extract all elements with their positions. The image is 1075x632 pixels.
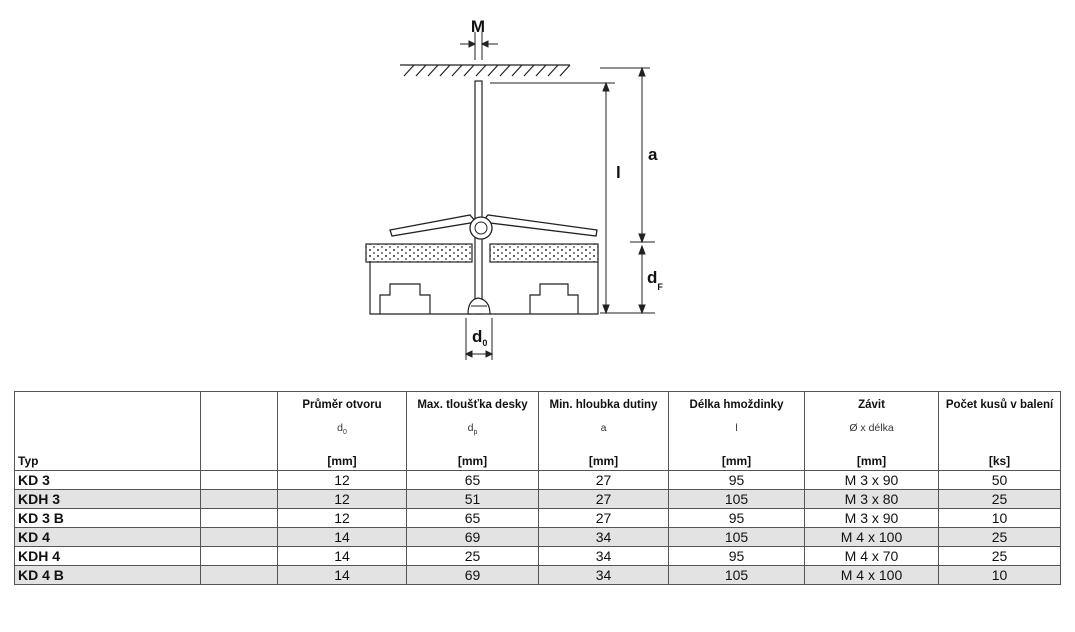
cell-extra bbox=[201, 471, 278, 490]
cell-extra bbox=[201, 528, 278, 547]
cell-qty: 10 bbox=[939, 509, 1061, 528]
header-typ: Typ bbox=[15, 392, 201, 471]
cell-l: 105 bbox=[669, 566, 805, 585]
cell-dp: 51 bbox=[407, 490, 539, 509]
cell-a: 34 bbox=[539, 566, 669, 585]
toggle-wings bbox=[390, 215, 597, 236]
cell-extra bbox=[201, 490, 278, 509]
cell-qty: 25 bbox=[939, 528, 1061, 547]
cell-dp: 25 bbox=[407, 547, 539, 566]
table-row bbox=[15, 547, 1061, 566]
cell-a: 34 bbox=[539, 528, 669, 547]
anchor-diagram bbox=[360, 8, 680, 368]
cell-thread: M 3 x 80 bbox=[805, 490, 939, 509]
cell-l: 95 bbox=[669, 547, 805, 566]
cell-d0: 14 bbox=[278, 528, 407, 547]
table-row bbox=[15, 566, 1061, 585]
cell-typ: KD 3 bbox=[15, 471, 201, 490]
cell-thread: M 4 x 100 bbox=[805, 528, 939, 547]
cell-typ: KD 3 B bbox=[15, 509, 201, 528]
cell-l: 105 bbox=[669, 490, 805, 509]
df-dimension bbox=[639, 246, 645, 313]
cell-thread: M 3 x 90 bbox=[805, 509, 939, 528]
cell-dp: 65 bbox=[407, 471, 539, 490]
cell-qty: 10 bbox=[939, 566, 1061, 585]
cell-qty: 50 bbox=[939, 471, 1061, 490]
cell-typ: KDH 3 bbox=[15, 490, 201, 509]
cell-a: 34 bbox=[539, 547, 669, 566]
header-hole-diameter: Průměr otvoru $d_0$ [mm] bbox=[278, 392, 407, 471]
cell-d0: 14 bbox=[278, 547, 407, 566]
cell-a: 27 bbox=[539, 490, 669, 509]
spec-table bbox=[14, 391, 1061, 585]
cell-qty: 25 bbox=[939, 490, 1061, 509]
cell-l: 95 bbox=[669, 471, 805, 490]
cell-d0: 12 bbox=[278, 490, 407, 509]
cell-extra bbox=[201, 566, 278, 585]
label-df: $d_F$ bbox=[647, 268, 663, 292]
cell-d0: 12 bbox=[278, 471, 407, 490]
table-row bbox=[15, 509, 1061, 528]
header-pack-qty: Počet kusů v balení [ks] bbox=[939, 392, 1061, 471]
header-board-thickness: Max. tloušťka desky $d_p$ [mm] bbox=[407, 392, 539, 471]
header-blank bbox=[201, 392, 278, 471]
label-d0: $d_0$ bbox=[472, 327, 488, 348]
cell-dp: 69 bbox=[407, 566, 539, 585]
table-row bbox=[15, 471, 1061, 490]
label-a: a bbox=[648, 145, 658, 164]
cell-thread: M 4 x 100 bbox=[805, 566, 939, 585]
cell-d0: 14 bbox=[278, 566, 407, 585]
header-cavity-depth: Min. hloubka dutiny a [mm] bbox=[539, 392, 669, 471]
cell-l: 95 bbox=[669, 509, 805, 528]
cell-extra bbox=[201, 509, 278, 528]
cell-dp: 65 bbox=[407, 509, 539, 528]
cell-typ: KD 4 B bbox=[15, 566, 201, 585]
cell-thread: M 4 x 70 bbox=[805, 547, 939, 566]
label-l: l bbox=[616, 163, 621, 182]
table-row bbox=[15, 490, 1061, 509]
header-row bbox=[15, 392, 1061, 471]
cell-extra bbox=[201, 547, 278, 566]
header-anchor-length: Délka hmoždinky l [mm] bbox=[669, 392, 805, 471]
ceiling-hatch bbox=[400, 65, 570, 76]
a-dimension bbox=[600, 68, 655, 242]
m-dimension bbox=[460, 32, 498, 60]
cell-a: 27 bbox=[539, 471, 669, 490]
cell-dp: 69 bbox=[407, 528, 539, 547]
l-dimension bbox=[490, 83, 655, 313]
table-row bbox=[15, 528, 1061, 547]
cell-typ: KDH 4 bbox=[15, 547, 201, 566]
header-thread: Závit Ø x délka [mm] bbox=[805, 392, 939, 471]
pivot-pin bbox=[475, 222, 487, 234]
cell-a: 27 bbox=[539, 509, 669, 528]
threaded-rod bbox=[475, 81, 482, 314]
cell-qty: 25 bbox=[939, 547, 1061, 566]
cell-l: 105 bbox=[669, 528, 805, 547]
cell-thread: M 3 x 90 bbox=[805, 471, 939, 490]
cell-typ: KD 4 bbox=[15, 528, 201, 547]
label-m: M bbox=[470, 17, 486, 36]
cell-d0: 12 bbox=[278, 509, 407, 528]
